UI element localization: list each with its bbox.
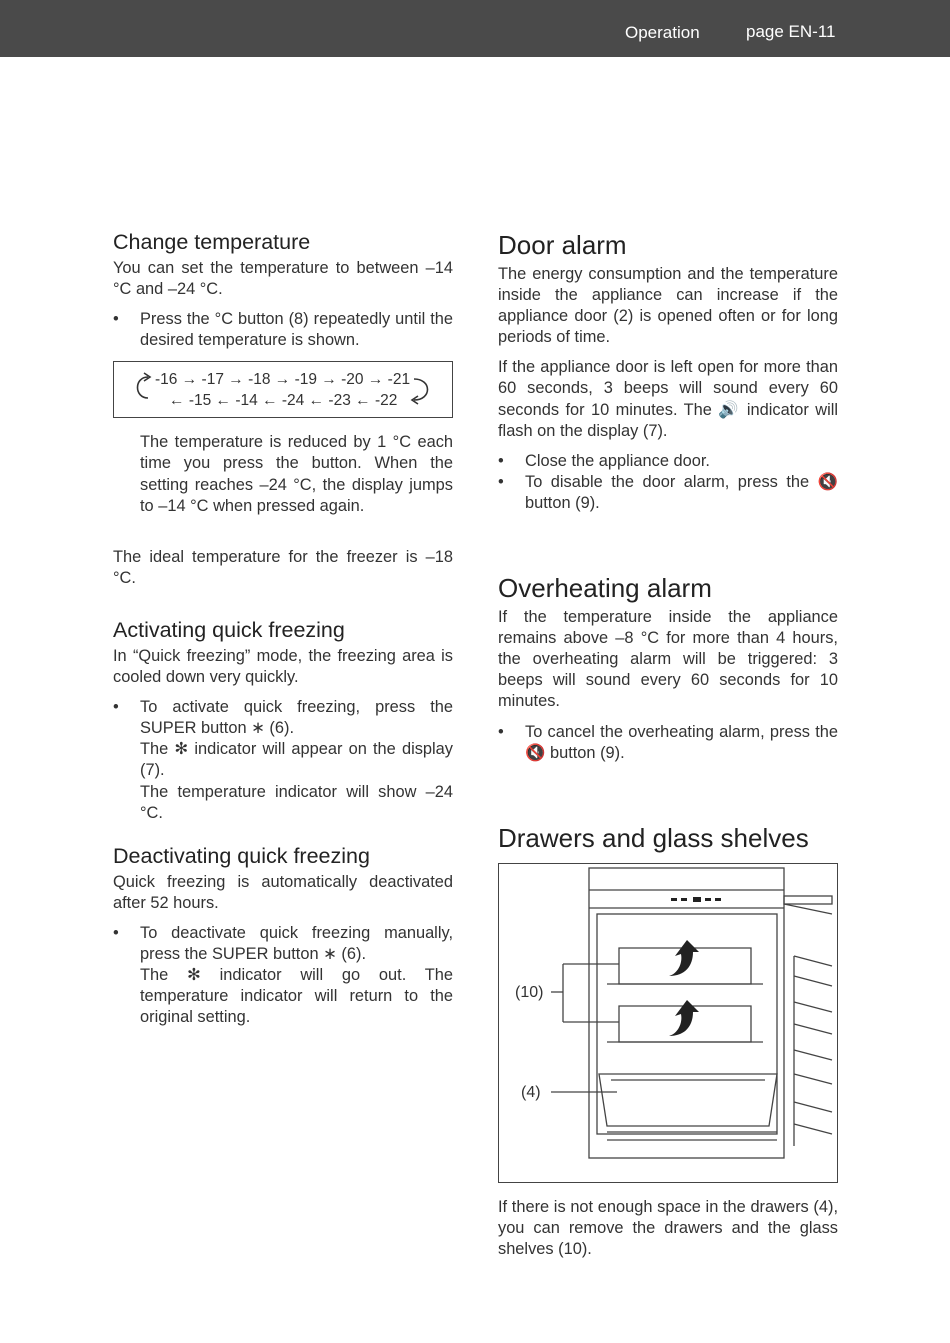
arrow-right-icon: → [274, 371, 291, 389]
activating-intro: In “Quick freezing” mode, the freezing area is cooled down very quickly. [113, 646, 453, 687]
change-temperature-heading: Change temperature [113, 230, 311, 254]
sequence-bottom-row [169, 390, 397, 411]
arrow-left-icon: ← [262, 392, 278, 410]
arrow-right-icon: → [228, 371, 244, 389]
temperature-sequence-box [113, 361, 453, 418]
seq-value: -21 [387, 371, 411, 389]
press-celsius-step: • Press the °C button (8) repeatedly until the desired temperature is shown. [113, 309, 453, 351]
door-alarm-heading: Door alarm [498, 230, 627, 260]
shelves-callout-label: (10) [515, 983, 544, 1001]
door-alarm-p1: The energy consumption and the temperature inside the appliance can increase if the appliance door (2) is opened often or for long periods of time. [498, 265, 838, 347]
drawers-shelves-heading: Drawers and glass shelves [498, 822, 809, 853]
arrow-left-icon: ← [355, 392, 371, 410]
activating-quick-freezing-heading: Activating quick freezing [113, 617, 345, 642]
temperature-step-note: The temperature is reduced by 1 °C each time you press the button. When the setting reaches –24 °C, the display jumps to –14 °C when pressed again. [140, 433, 453, 515]
page-number: page EN-11 [746, 22, 836, 41]
seq-value: -14 [235, 392, 258, 410]
overheating-p1: If the temperature inside the appliance remains above –8 °C for more than 4 hours, the overheating alarm will be triggered: 3 beeps will sound every 60 seconds for 10 minutes. [498, 608, 838, 711]
arrow-left-icon: ← [215, 392, 232, 410]
seq-value: -24 [281, 392, 305, 410]
drawer-callout-label: (4) [521, 1083, 541, 1101]
cancel-overheat-step: • To cancel the overheating alarm, press the 🔇 button (9). [498, 722, 838, 764]
freezer-illustration [498, 863, 838, 1183]
overheating-steps [498, 722, 838, 764]
deactivating-quick-freezing-heading: Deactivating quick freezing [113, 843, 370, 868]
arrow-left-icon: ← [308, 392, 325, 410]
seq-value: -20 [341, 371, 364, 389]
close-door-step: • Close the appliance door. [498, 451, 838, 472]
sequence-top-row [155, 369, 410, 390]
deactivating-steps [113, 923, 453, 965]
page-header-bar [0, 0, 950, 57]
ideal-temperature-text: The ideal temperature for the freezer is –18 °C. [113, 547, 453, 587]
change-temperature-intro: You can set the temperature to between –14 °C and –24 °C. [113, 259, 453, 299]
disable-alarm-step: • To disable the door alarm, press the 🔇 button (9). [498, 472, 838, 514]
deactivating-intro: Quick freezing is automatically deactivated after 52 hours. [113, 872, 453, 912]
arrow-right-icon: → [181, 371, 198, 389]
seq-value: -22 [374, 392, 398, 410]
activate-temperature-note: The temperature indicator will show –24 °C. [140, 782, 453, 822]
seq-value: -19 [294, 371, 317, 389]
deactivate-step: • To deactivate quick freezing manually, press the SUPER button ∗ (6). [113, 923, 453, 965]
activating-steps [113, 697, 453, 739]
seq-value: -15 [188, 392, 212, 410]
door-alarm-steps [498, 451, 838, 514]
activate-indicator-note: The ✻ indicator will appear on the display (7). [140, 740, 453, 780]
drawers-text: If there is not enough space in the drawers (4), you can remove the drawers and the glass shelves (10). [498, 1197, 838, 1258]
arrow-right-icon: → [367, 371, 384, 389]
overheating-alarm-heading: Overheating alarm [498, 573, 712, 604]
left-column [113, 228, 453, 1028]
section-title: Operation [625, 23, 700, 42]
seq-value: -17 [201, 371, 224, 389]
freezer-drawing [499, 864, 839, 1184]
seq-value: -23 [328, 392, 351, 410]
deactivate-indicator-note: The ✻ indicator will go out. The temperature indicator will return to the original setting. [140, 966, 453, 1027]
right-column [498, 228, 838, 1269]
arrow-right-icon: → [321, 371, 337, 389]
seq-value: -16 [155, 371, 178, 389]
change-temperature-steps [113, 309, 453, 351]
activate-step: • To activate quick freezing, press the SUPER button ∗ (6). [113, 697, 453, 739]
door-alarm-p2: If the appliance door is left open for more than 60 seconds, 3 beeps will sound every 60 seconds for 10 minutes. The 🔊 indicator will flash on the display (7). [498, 358, 838, 440]
seq-value: -18 [248, 371, 271, 389]
arrow-left-icon: ← [169, 392, 185, 410]
